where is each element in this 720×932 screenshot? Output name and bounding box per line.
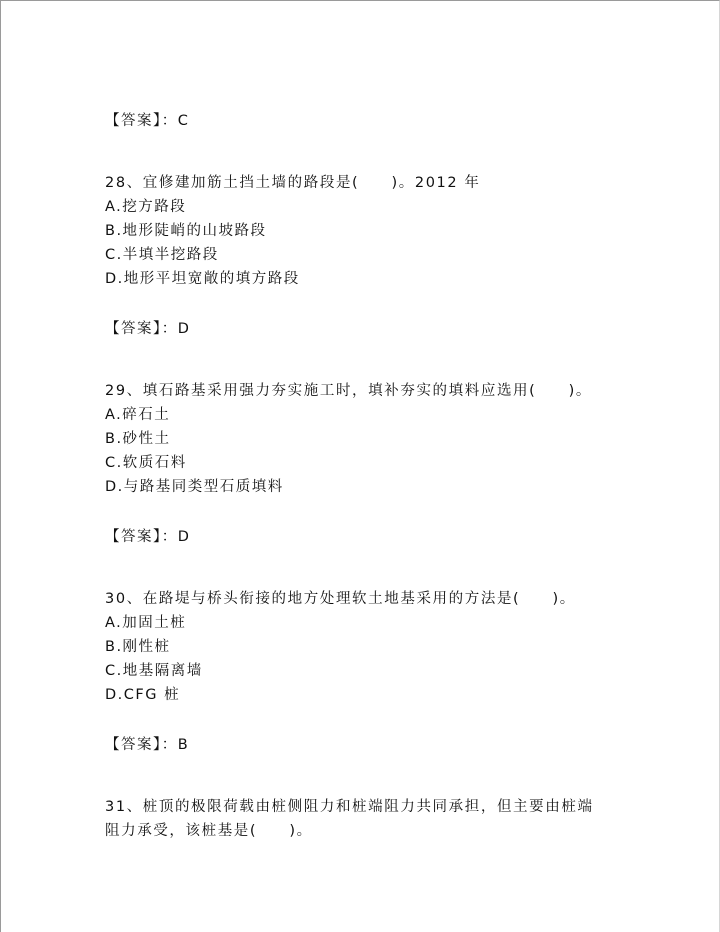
option-b: B.地形陡峭的山坡路段 xyxy=(105,223,267,239)
answer-line: 【答案】：B xyxy=(105,737,190,753)
answer-line: 【答案】：D xyxy=(105,321,191,337)
question-stem: 28、宜修建加筋土挡土墙的路段是( )。2012 年 xyxy=(105,175,481,191)
answer-line: 【答案】：C xyxy=(105,113,190,129)
option-a: A.碎石土 xyxy=(105,407,171,423)
question-stem: 30、在路堤与桥头衔接的地方处理软土地基采用的方法是( )。 xyxy=(105,591,576,607)
option-c: C.软质石料 xyxy=(105,455,187,471)
option-a: A.挖方路段 xyxy=(105,199,187,215)
option-a: A.加固土桩 xyxy=(105,615,187,631)
question-stem: 31、桩顶的极限荷载由桩侧阻力和桩端阻力共同承担，但主要由桩端 xyxy=(105,799,594,815)
option-c: C.地基隔离墙 xyxy=(105,663,203,679)
option-d: D.地形平坦宽敞的填方路段 xyxy=(105,271,300,287)
option-b: B.刚性桩 xyxy=(105,639,171,655)
option-b: B.砂性土 xyxy=(105,431,171,447)
option-d: D.与路基同类型石质填料 xyxy=(105,479,284,495)
question-stem-continued: 阻力承受，该桩基是( )。 xyxy=(105,823,313,839)
option-d: D.CFG 桩 xyxy=(105,687,181,703)
question-stem: 29、填石路基采用强力夯实施工时，填补夯实的填料应选用( )。 xyxy=(105,383,592,399)
option-c: C.半填半挖路段 xyxy=(105,247,219,263)
answer-line: 【答案】：D xyxy=(105,529,191,545)
